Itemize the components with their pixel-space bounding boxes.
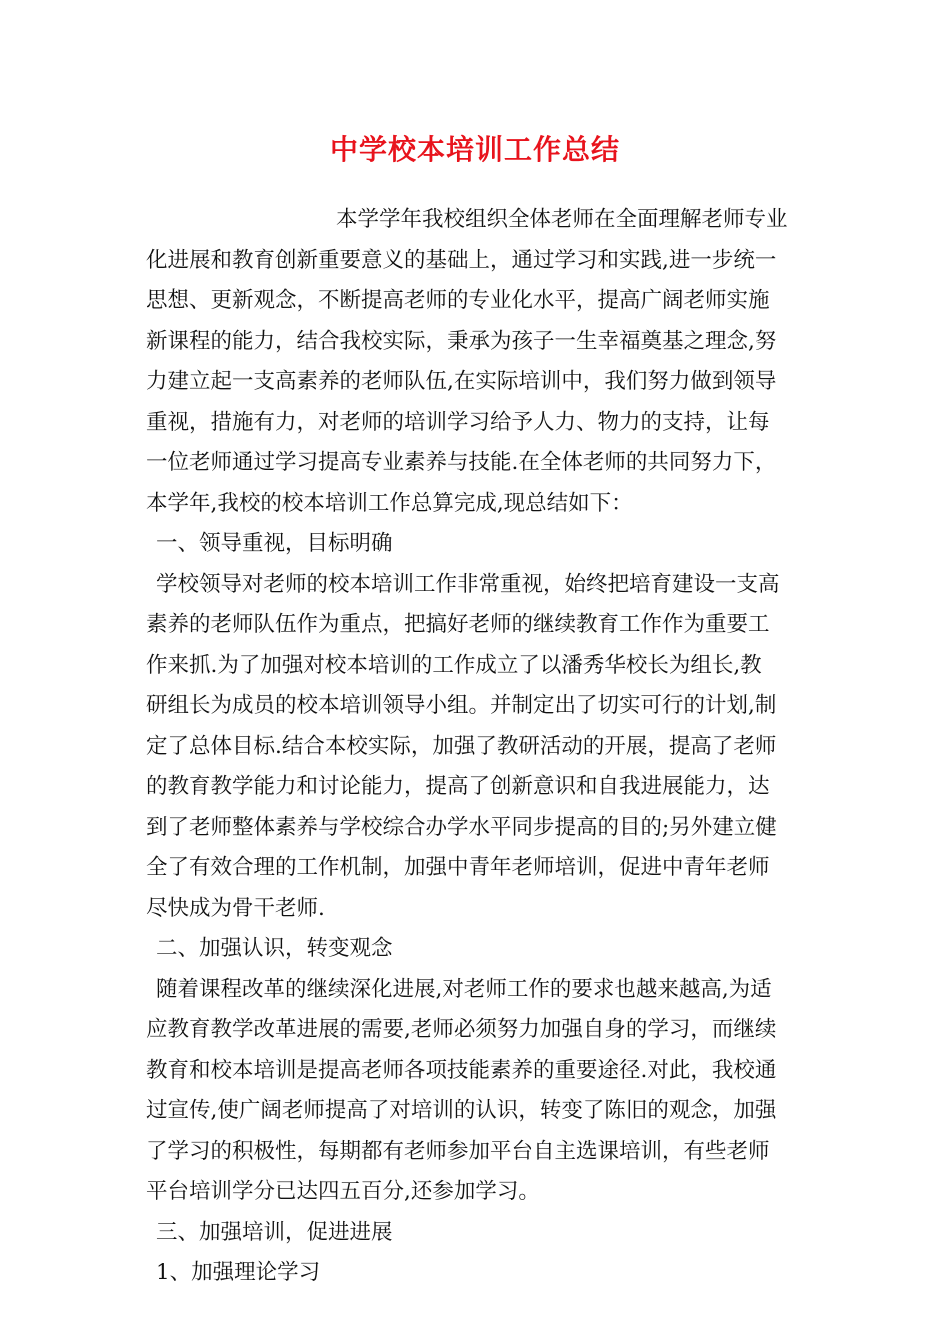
paragraph-line: 重视，措施有力，对老师的培训学习给予人力、物力的支持，让每 <box>146 409 770 435</box>
paragraph-line: 平台培训学分已达四五百分,还参加学习。 <box>146 1179 540 1204</box>
paragraph-line: 作来抓.为了加强对校本培训的工作成立了以潘秀华校长为组长,教 <box>146 652 762 678</box>
paragraph-line: 教育和校本培训是提高老师各项技能素养的重要途径.对此，我校通 <box>146 1057 777 1083</box>
paragraph-line: 素养的老师队伍作为重点，把搞好老师的继续教育工作作为重要工 <box>146 612 770 637</box>
paragraph-line: 力建立起一支高素养的老师队伍,在实际培训中，我们努力做到领导 <box>146 369 777 394</box>
paragraph-line: 研组长为成员的校本培训领导小组。并制定出了切实可行的计划,制 <box>146 693 777 718</box>
document-body <box>146 200 808 1294</box>
section-heading: 三、加强培训，促进进展 <box>156 1219 393 1245</box>
paragraph-line: 了学习的积极性，每期都有老师参加平台自主选课培训，有些老师 <box>146 1138 770 1164</box>
paragraph-line: 到了老师整体素养与学校综合办学水平同步提高的目的;另外建立健 <box>146 814 777 840</box>
document-title: 中学校本培训工作总结 <box>329 133 620 166</box>
paragraph-line: 本学年,我校的校本培训工作总算完成,现总结如下： <box>146 490 633 516</box>
paragraph-line: 的教育教学能力和讨论能力，提高了创新意识和自我进展能力，达 <box>146 774 770 799</box>
paragraph-line: 过宣传,使广阔老师提高了对培训的认识，转变了陈旧的观念，加强 <box>146 1098 777 1123</box>
paragraph-line: 应教育教学改革进展的需要,老师必须努力加强自身的学习，而继续 <box>146 1017 777 1042</box>
paragraph-line: 化进展和教育创新重要意义的基础上，通过学习和实践,进一步统一 <box>146 247 777 273</box>
paragraph-line: 一位老师通过学习提高专业素养与技能.在全体老师的共同努力下， <box>146 450 777 475</box>
paragraph-line: 尽快成为骨干老师. <box>146 895 325 921</box>
subsection-heading: 1、加强理论学习 <box>156 1260 321 1285</box>
paragraph-line: 定了总体目标.结合本校实际，加强了教研活动的开展，提高了老师 <box>146 733 777 759</box>
paragraph-line: 本学学年我校组织全体老师在全面理解老师专业 <box>336 207 788 232</box>
paragraph-line: 思想、更新观念，不断提高老师的专业化水平，提高广阔老师实施 <box>146 288 770 313</box>
section-heading: 二、加强认识，转变观念 <box>156 936 393 961</box>
paragraph-line: 新课程的能力，结合我校实际，秉承为孩子一生幸福奠基之理念,努 <box>146 328 777 354</box>
paragraph-line: 学校领导对老师的校本培训工作非常重视，始终把培育建设一支高 <box>156 571 780 597</box>
section-heading: 一、领导重视，目标明确 <box>156 531 393 556</box>
paragraph-line: 随着课程改革的继续深化进展,对老师工作的要求也越来越高,为适 <box>156 976 772 1002</box>
paragraph-line: 全了有效合理的工作机制，加强中青年老师培训，促进中青年老师 <box>146 855 770 880</box>
